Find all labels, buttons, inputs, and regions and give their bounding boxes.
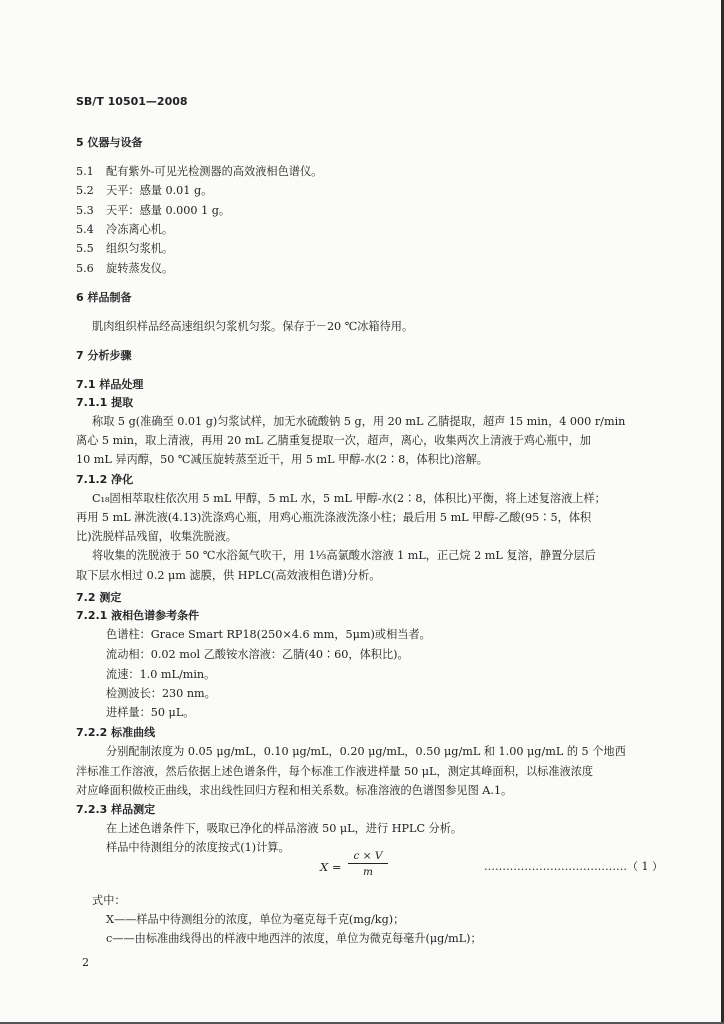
list-item	[76, 184, 212, 198]
paragraph: 肌肉组织样品经高速组织匀浆机匀浆。保存于－20 ℃冰箱待用。	[92, 320, 414, 333]
item-text: 冷冻离心机。	[106, 223, 174, 236]
where-label: 式中：	[92, 894, 126, 907]
paragraph-line: 泮标准工作溶液，然后依据上述色谱条件，每个标准工作液进样量 50 μL，测定其峰面积，以标准液浓度	[76, 765, 594, 778]
paragraph-line: 在上述色谱条件下，吸取已净化的样品溶液 50 μL，进行 HPLC 分析。	[106, 822, 463, 835]
paragraph-line: 比)洗脱样品残留，收集洗脱液。	[76, 530, 237, 543]
subsection-7-2-2-heading: 7.2.2 标准曲线	[76, 726, 156, 739]
item-text: 配有紫外-可见光检测器的高效液相色谱仪。	[106, 165, 323, 178]
item-number: 5.2	[76, 184, 94, 197]
item-text: 天平：感量 0.000 1 g。	[106, 204, 231, 217]
item-number: 5.6	[76, 262, 94, 275]
condition-line: 流速：1.0 mL/min。	[106, 668, 216, 681]
condition-line: 检测波长：230 nm。	[106, 687, 216, 700]
paragraph-line: 10 mL 异丙醇，50 ℃减压旋转蒸至近干，用 5 mL 甲醇-水(2∶8，体积比)溶解。	[76, 453, 488, 466]
item-text: 天平：感量 0.01 g。	[106, 184, 213, 197]
condition-line: 进样量：50 μL。	[106, 706, 195, 719]
item-text: 组织匀浆机。	[106, 242, 174, 255]
item-text: 旋转蒸发仪。	[106, 262, 174, 275]
list-item	[76, 223, 173, 237]
paragraph-line: 取下层水相过 0.2 μm 滤膜，供 HPLC(高效液相色谱)分析。	[76, 569, 381, 582]
paragraph-line: 样品中待测组分的浓度按式(1)计算。	[106, 841, 290, 854]
paragraph-line: 离心 5 min，取上清液，再用 20 mL 乙腈重复提取一次，超声，离心，收集两次上清液于鸡心瓶中，加	[76, 434, 591, 447]
paragraph-line: 对应峰面积做校正曲线，求出线性回归方程和相关系数。标准溶液的色谱图参见图 A.1。	[76, 784, 513, 797]
paragraph-line: 将收集的洗脱液于 50 ℃水浴氮气吹干，用 1⅓高氯酸水溶液 1 mL，正己烷 2 mL 复溶，静置分层后	[92, 549, 596, 562]
item-number: 5.4	[76, 223, 94, 236]
definition-line: c——由标准曲线得出的样液中地西泮的浓度，单位为微克每毫升(μg/mL)；	[106, 932, 482, 945]
formula-number: …………………………………（ 1 ）	[484, 860, 663, 873]
subsection-7-1-heading: 7.1 样品处理	[76, 378, 144, 391]
item-number: 5.5	[76, 242, 94, 255]
section-6-heading: 6 样品制备	[76, 291, 132, 304]
subsection-7-2-3-heading: 7.2.3 样品测定	[76, 803, 156, 816]
list-item	[76, 165, 322, 179]
item-number: 5.1	[76, 165, 94, 178]
formula-1	[320, 850, 400, 890]
condition-line: 色谱柱：Grace Smart RP18(250×4.6 mm，5μm)或相当者。	[106, 628, 431, 641]
formula-fraction	[348, 850, 388, 878]
formula-denominator: m	[363, 866, 373, 878]
subsection-7-2-heading: 7.2 测定	[76, 591, 122, 604]
list-item	[76, 262, 173, 276]
definition-line: X——样品中待测组分的浓度，单位为毫克每千克(mg/kg)；	[106, 913, 405, 926]
section-5-heading: 5 仪器与设备	[76, 136, 143, 149]
condition-line: 流动相：0.02 mol 乙酸铵水溶液：乙腈(40∶60，体积比)。	[106, 648, 409, 661]
page-number: 2	[82, 956, 90, 969]
section-7-heading: 7 分析步骤	[76, 349, 132, 362]
formula-numerator: c × V	[348, 850, 388, 864]
paragraph-line: 分别配制浓度为 0.05 μg/mL，0.10 μg/mL，0.20 μg/mL，0.50 μg/mL 和 1.00 μg/mL 的 5 个地西	[106, 745, 626, 758]
paragraph-line: 再用 5 mL 淋洗液(4.13)洗涤鸡心瓶，用鸡心瓶洗涤液洗涤小柱；最后用 5 mL 甲醇-乙酸(95∶5，体积	[76, 511, 592, 524]
paragraph-line: 称取 5 g(准确至 0.01 g)匀浆试样，加无水硫酸钠 5 g，用 20 mL 乙腈提取，超声 15 min，4 000 r/min	[92, 415, 626, 428]
list-item	[76, 242, 173, 256]
formula-lhs: X =	[320, 860, 342, 874]
item-number: 5.3	[76, 204, 94, 217]
subsection-7-2-1-heading: 7.2.1 液相色谱参考条件	[76, 609, 200, 622]
standard-number: SB/T 10501—2008	[76, 95, 188, 108]
paragraph-line: C₁₈固相萃取柱依次用 5 mL 甲醇，5 mL 水，5 mL 甲醇-水(2∶8，体积比)平衡，将上述复溶液上样；	[92, 492, 606, 505]
list-item	[76, 204, 230, 218]
subsection-7-1-2-heading: 7.1.2 净化	[76, 473, 134, 486]
subsection-7-1-1-heading: 7.1.1 提取	[76, 396, 134, 409]
